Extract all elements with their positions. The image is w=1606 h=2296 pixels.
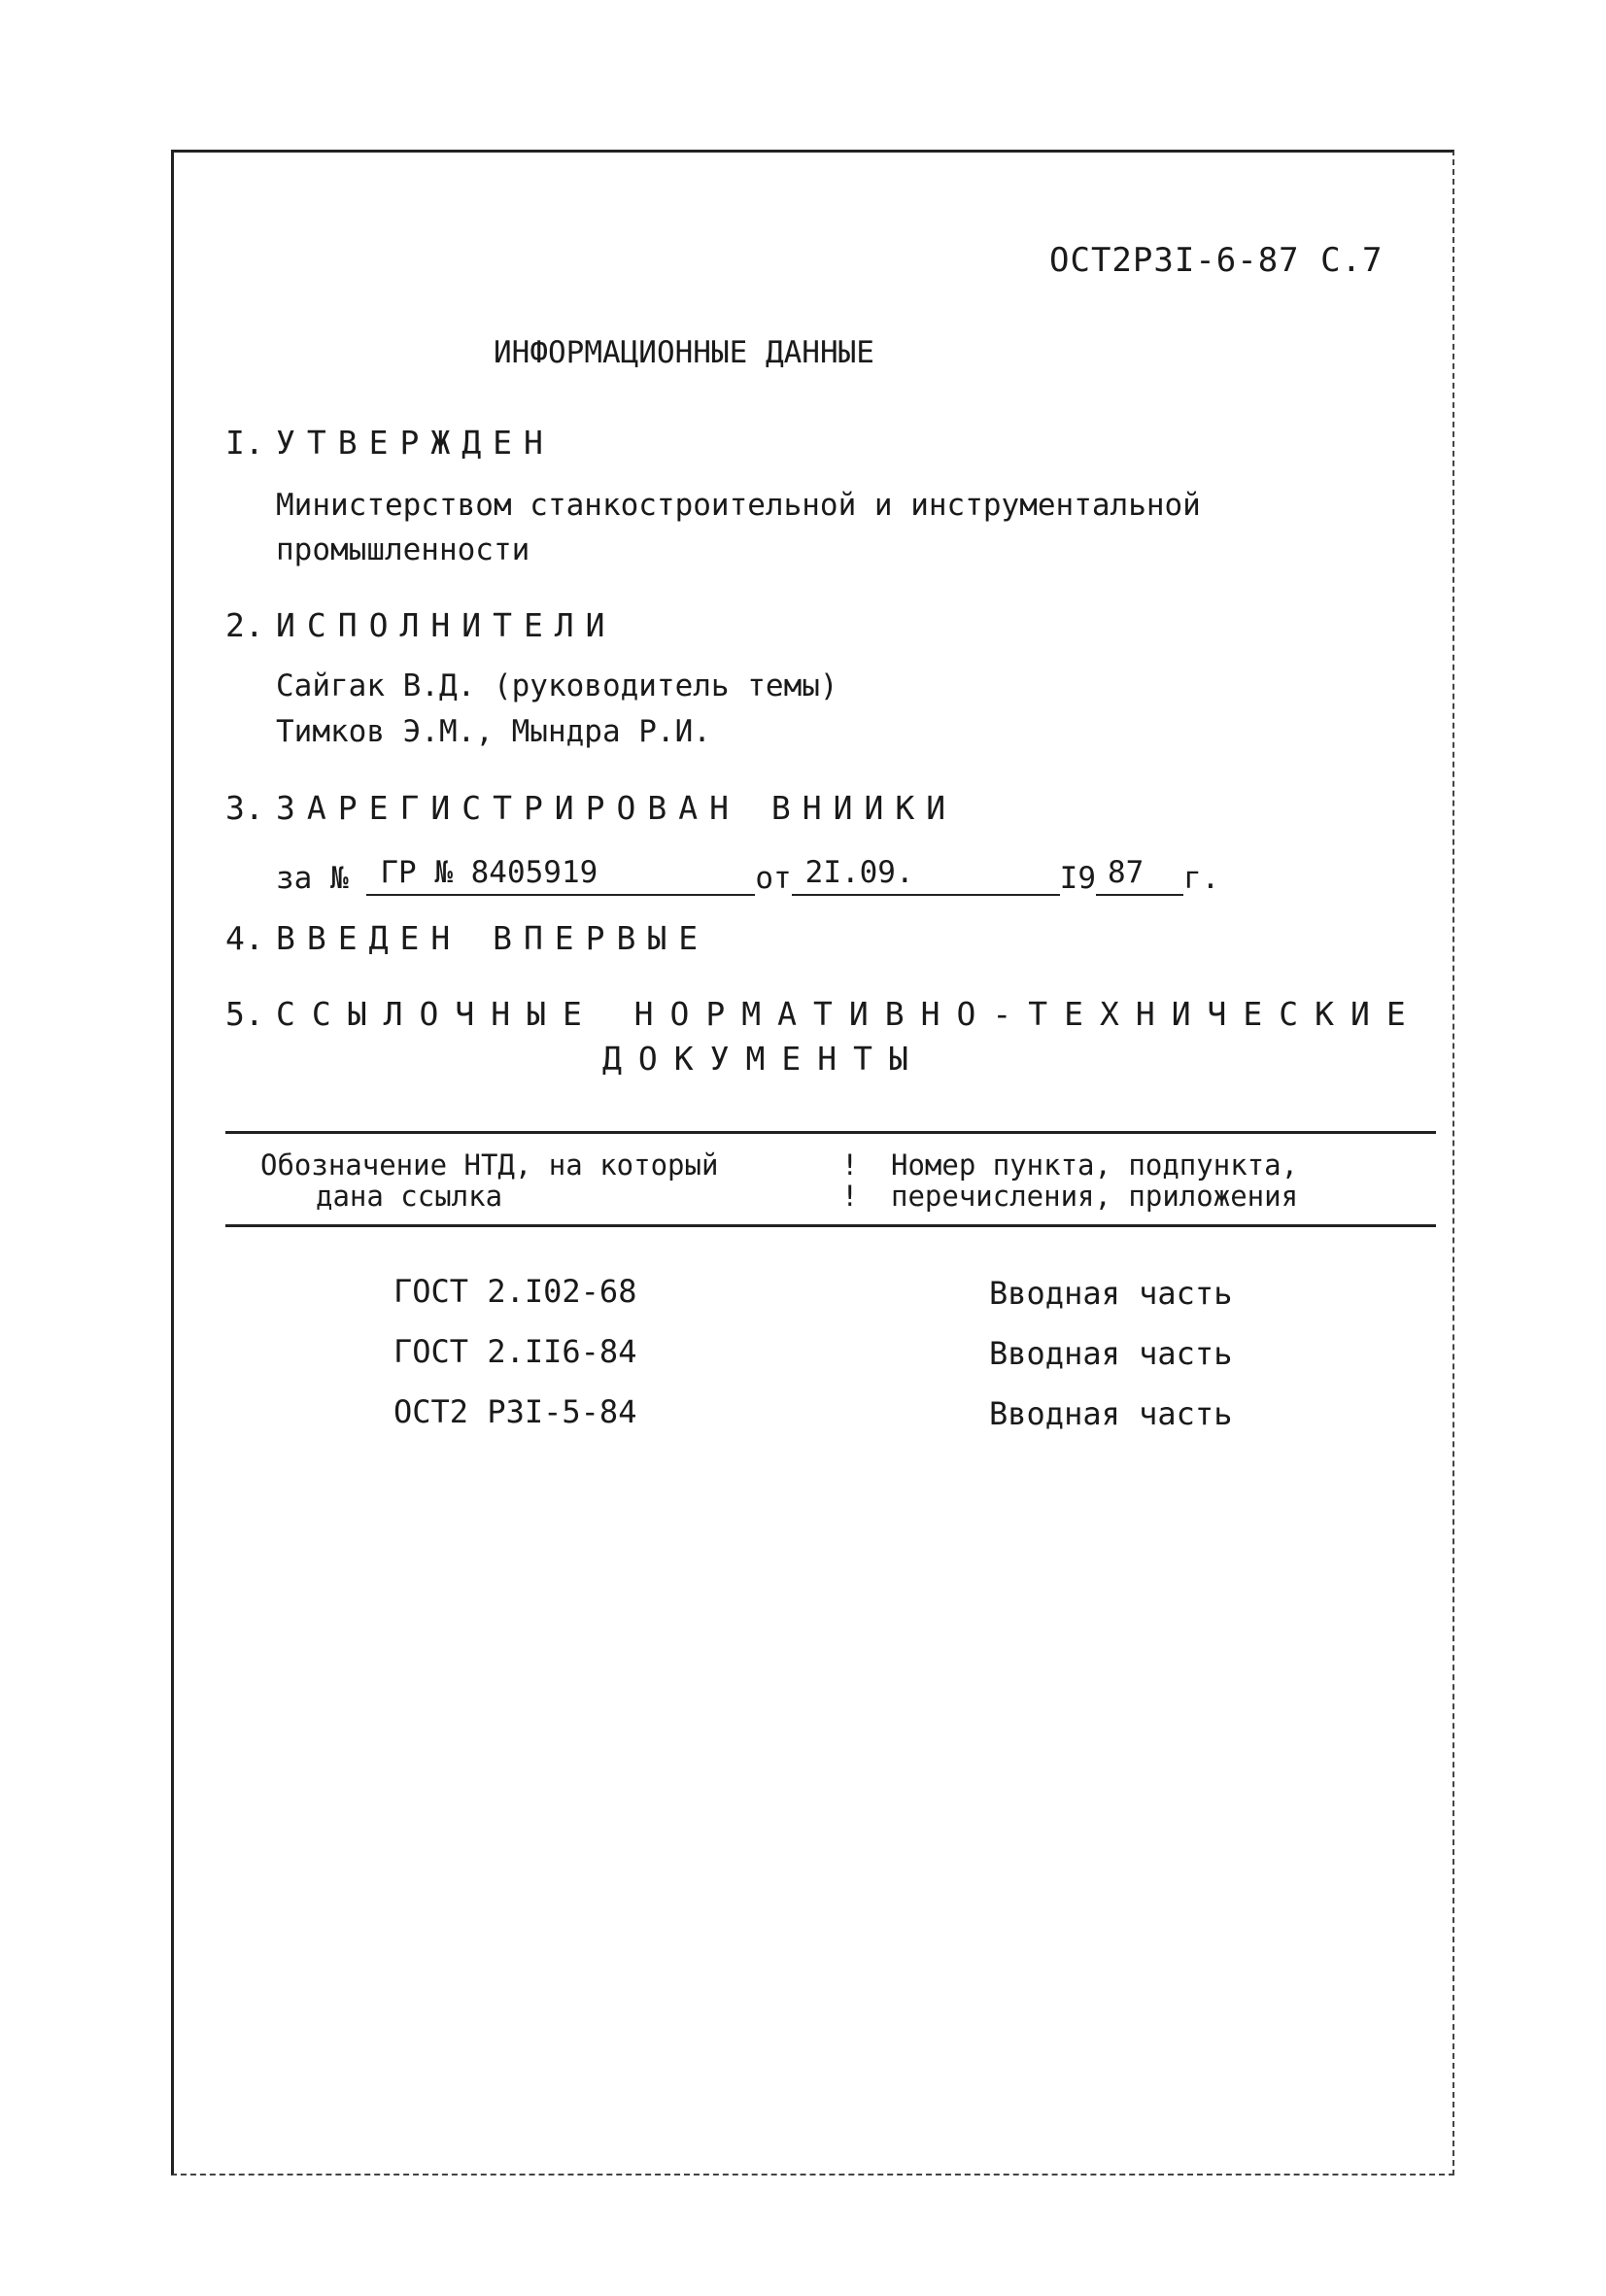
registration-date: 2I.09.	[804, 855, 914, 890]
registration-from: от	[755, 861, 792, 896]
section-2-number: 2.	[225, 606, 264, 644]
registration-line	[276, 855, 1219, 896]
table-row-3-reference: Вводная часть	[989, 1395, 1233, 1432]
section-1-title	[225, 424, 555, 462]
section-2-line-2: Тимков Э.М., Мындра Р.И.	[276, 714, 711, 749]
section-2-heading: ИСПОЛНИТЕЛИ	[276, 606, 617, 644]
page-title: ИНФОРМАЦИОННЫЕ ДАННЫЕ	[494, 335, 874, 370]
section-1-line-1: Министерством станкостроительной и инструментальной	[276, 488, 1201, 523]
section-1-line-2: промышленности	[276, 532, 530, 567]
section-5-number: 5.	[225, 995, 264, 1033]
table-header-col1-line-2: дана ссылка	[316, 1180, 503, 1213]
table-header-rule	[225, 1224, 1436, 1227]
section-2-title	[225, 606, 617, 644]
section-3-number: 3.	[225, 789, 264, 827]
table-header-col1-line-1: Обозначение НТД, на который	[260, 1148, 719, 1182]
registration-date-field	[792, 855, 1060, 896]
section-3-title	[225, 789, 957, 827]
table-top-rule	[225, 1131, 1436, 1134]
registration-prefix: за №	[276, 861, 349, 896]
table-row-3-document: ОСТ2 РЗI-5-84	[393, 1393, 637, 1430]
registration-year-suffix: г.	[1182, 861, 1220, 896]
registration-year-field	[1096, 855, 1183, 896]
registration-number: ГР № 8405919	[380, 855, 598, 890]
registration-year: 87	[1107, 855, 1145, 890]
table-header-col2-line-2: перечисления, приложения	[891, 1180, 1299, 1213]
section-5-heading: ССЫЛОЧНЫЕ НОРМАТИВНО-ТЕХНИЧЕСКИЕ	[276, 995, 1422, 1033]
section-1-number: I.	[225, 424, 264, 462]
table-row-1-reference: Вводная часть	[989, 1275, 1233, 1312]
section-3-heading: ЗАРЕГИСТРИРОВАН ВНИИКИ	[276, 789, 958, 827]
registration-year-prefix: I9	[1059, 861, 1096, 896]
document-code: ОСТ2РЗI-6-87 С.7	[1049, 241, 1384, 280]
section-5-title	[225, 995, 1422, 1033]
section-5-heading-continued: ДОКУМЕНТЫ	[602, 1040, 925, 1078]
table-row-2-reference: Вводная часть	[989, 1335, 1233, 1372]
section-2-line-1: Сайгак В.Д. (руководитель темы)	[276, 668, 838, 703]
table-row-2-document: ГОСТ 2.II6-84	[393, 1333, 637, 1370]
table-header-separator-1: !	[841, 1148, 859, 1182]
section-4-number: 4.	[225, 919, 264, 957]
section-4-heading: ВВЕДЕН ВПЕРВЫЕ	[276, 919, 710, 957]
section-1-heading: УТВЕРЖДЕН	[276, 424, 555, 462]
table-header-col2-line-1: Номер пункта, подпункта,	[891, 1148, 1299, 1182]
table-row-1-document: ГОСТ 2.I02-68	[393, 1273, 637, 1310]
table-header-separator-2: !	[841, 1180, 859, 1213]
section-4-title	[225, 919, 709, 957]
registration-number-field	[366, 855, 755, 896]
